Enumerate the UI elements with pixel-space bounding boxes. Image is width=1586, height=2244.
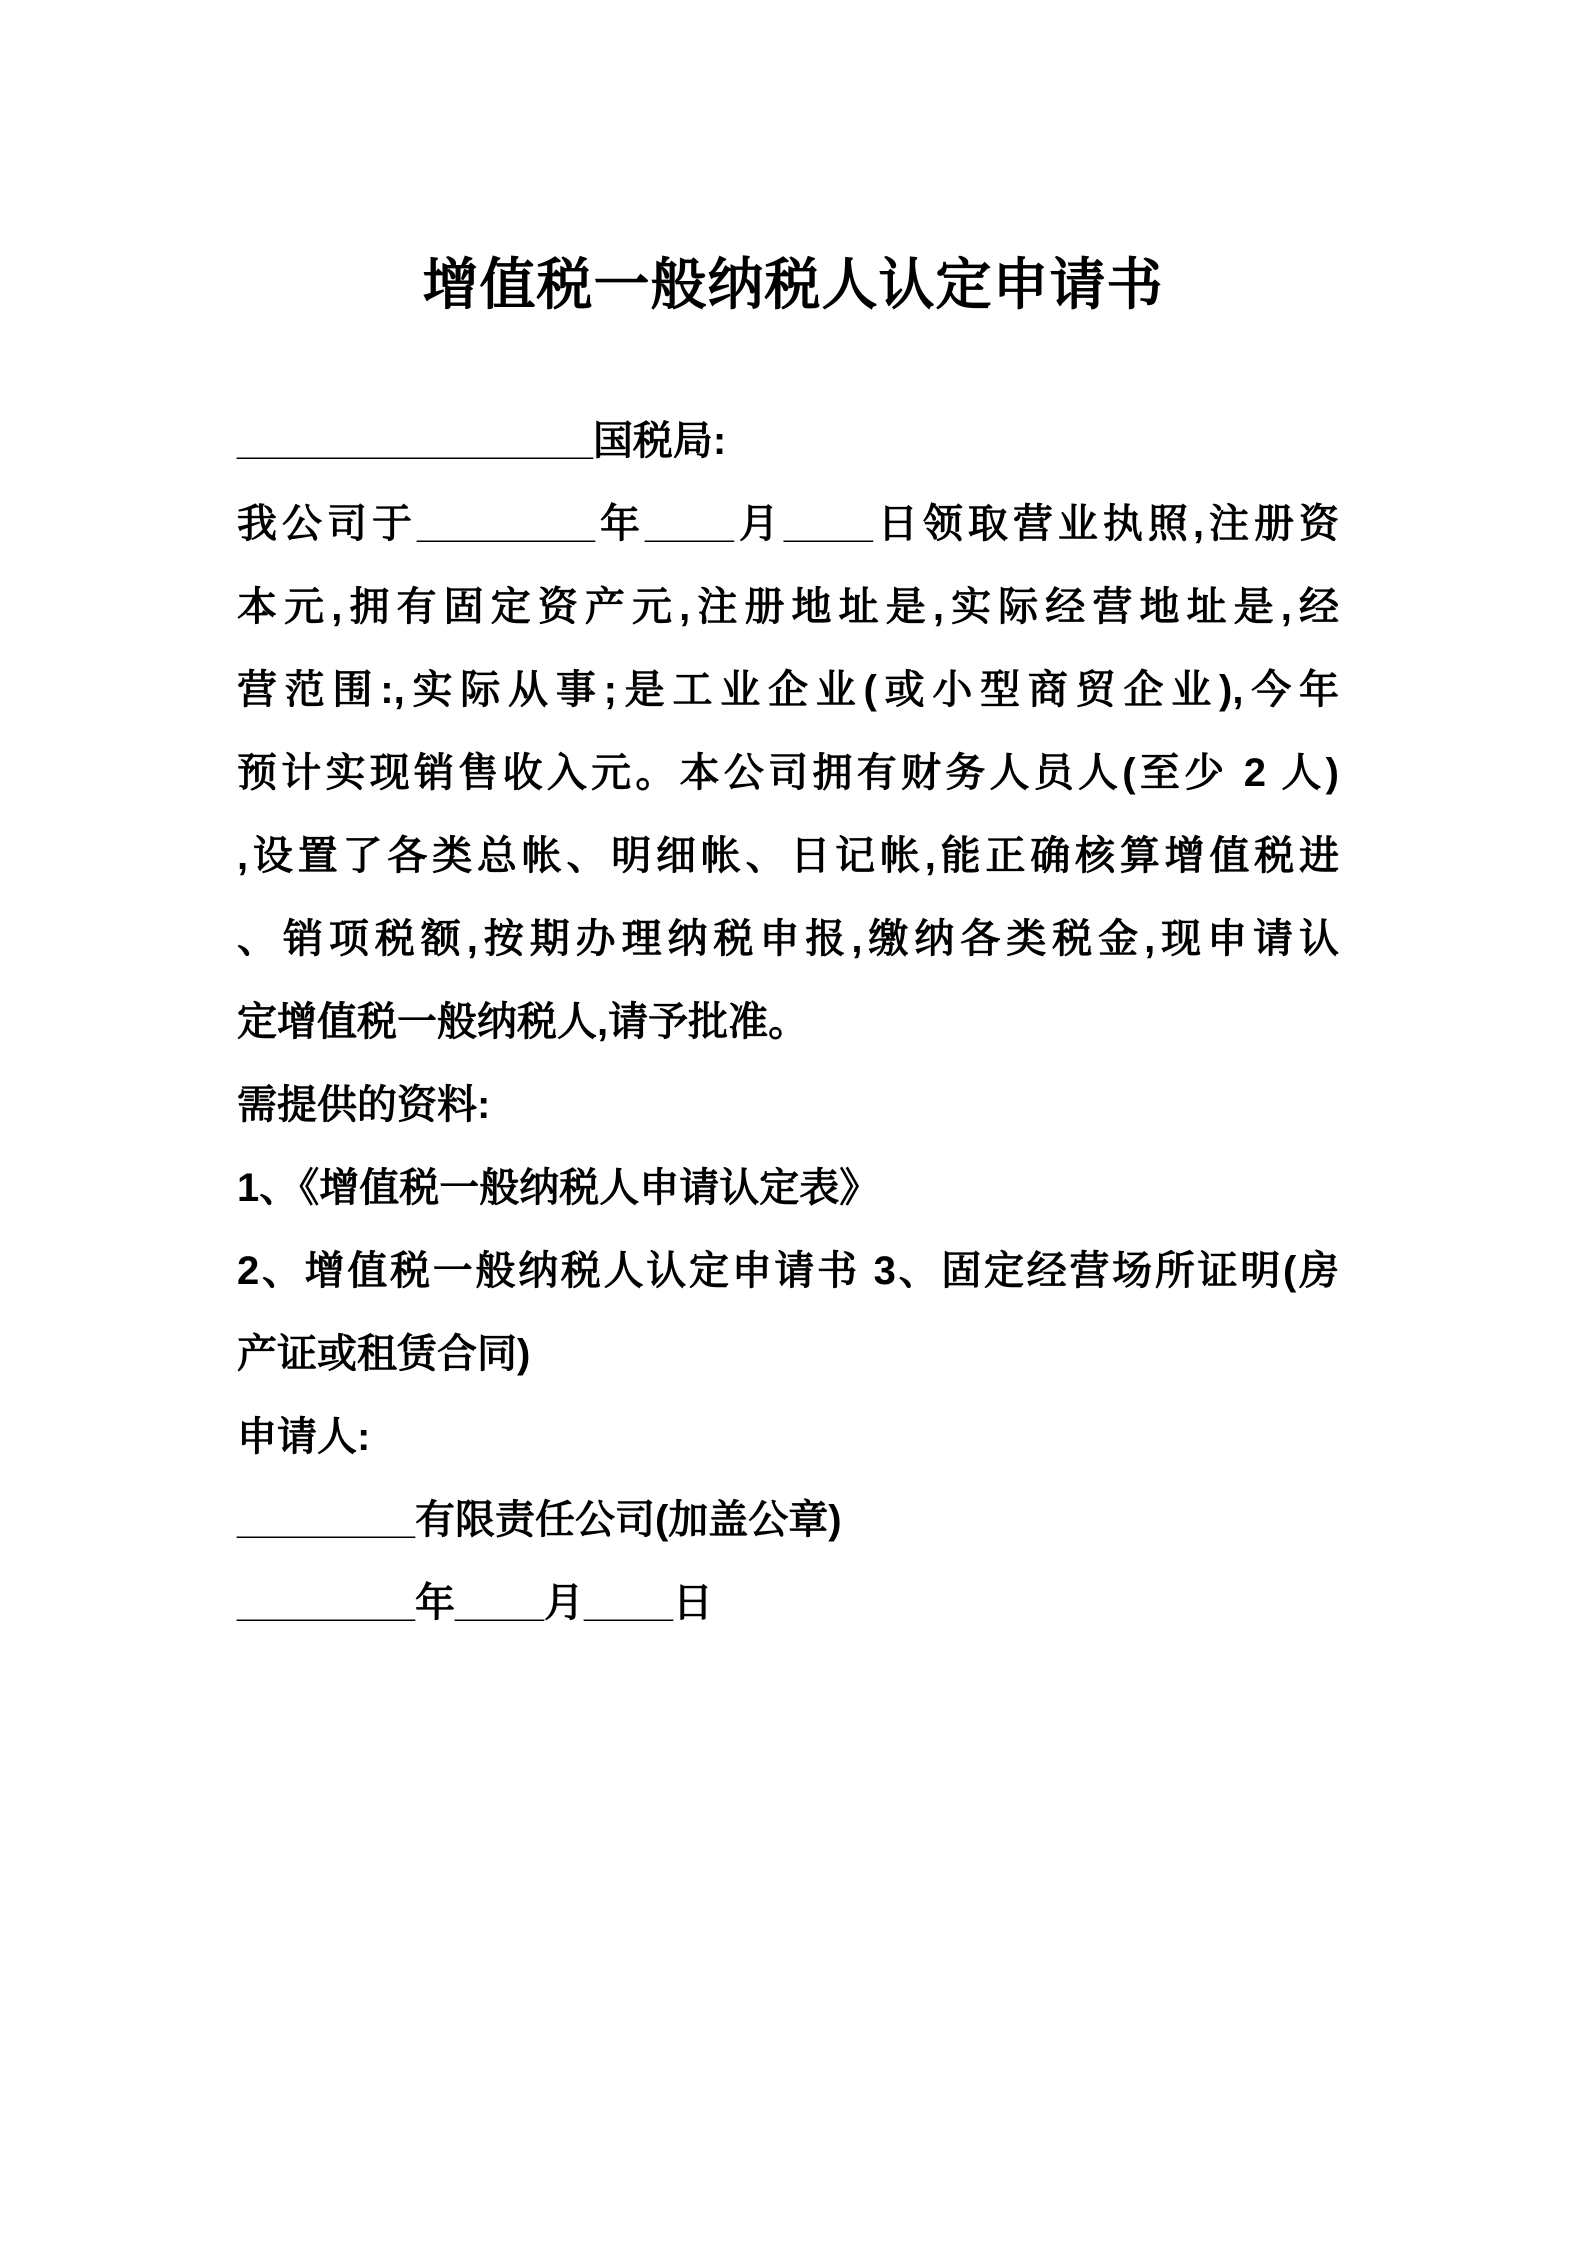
list-item-continuation: 产证或租赁合同) [237, 1332, 531, 1376]
company-signature-line: ________有限责任公司(加盖公章) [237, 1498, 842, 1542]
paragraph-line-1: 我公司于________年____月____日领取营业执照,注册资 [237, 502, 1339, 546]
paragraph-line-4: 预计实现销售收入元。本公司拥有财务人员人(至少 2 人) [237, 751, 1339, 795]
list-item-2-3: 2、增值税一般纳税人认定申请书 3、固定经营场所证明(房 [237, 1249, 1339, 1293]
document-title: 增值税一般纳税人认定申请书 [422, 253, 1164, 316]
paragraph-line-2: 本元,拥有固定资产元,注册地址是,实际经营地址是,经 [237, 585, 1339, 629]
materials-heading: 需提供的资料: [237, 1083, 491, 1127]
salutation-line: ________________国税局: [237, 419, 727, 463]
list-item-1: 1、《增值税一般纳税人申请认定表》 [237, 1166, 880, 1210]
paragraph-line-6: 、销项税额,按期办理纳税申报,缴纳各类税金,现申请认 [237, 917, 1339, 961]
paragraph-line-7: 定增值税一般纳税人,请予批准。 [237, 1000, 809, 1044]
paragraph-line-5: ,设置了各类总帐、明细帐、日记帐,能正确核算增值税进 [237, 834, 1339, 878]
applicant-label: 申请人: [237, 1415, 371, 1459]
date-signature-line: ________年____月____日 [237, 1581, 713, 1625]
paragraph-line-3: 营范围:,实际从事;是工业企业(或小型商贸企业),今年 [237, 668, 1339, 712]
document-body [237, 400, 1339, 1645]
